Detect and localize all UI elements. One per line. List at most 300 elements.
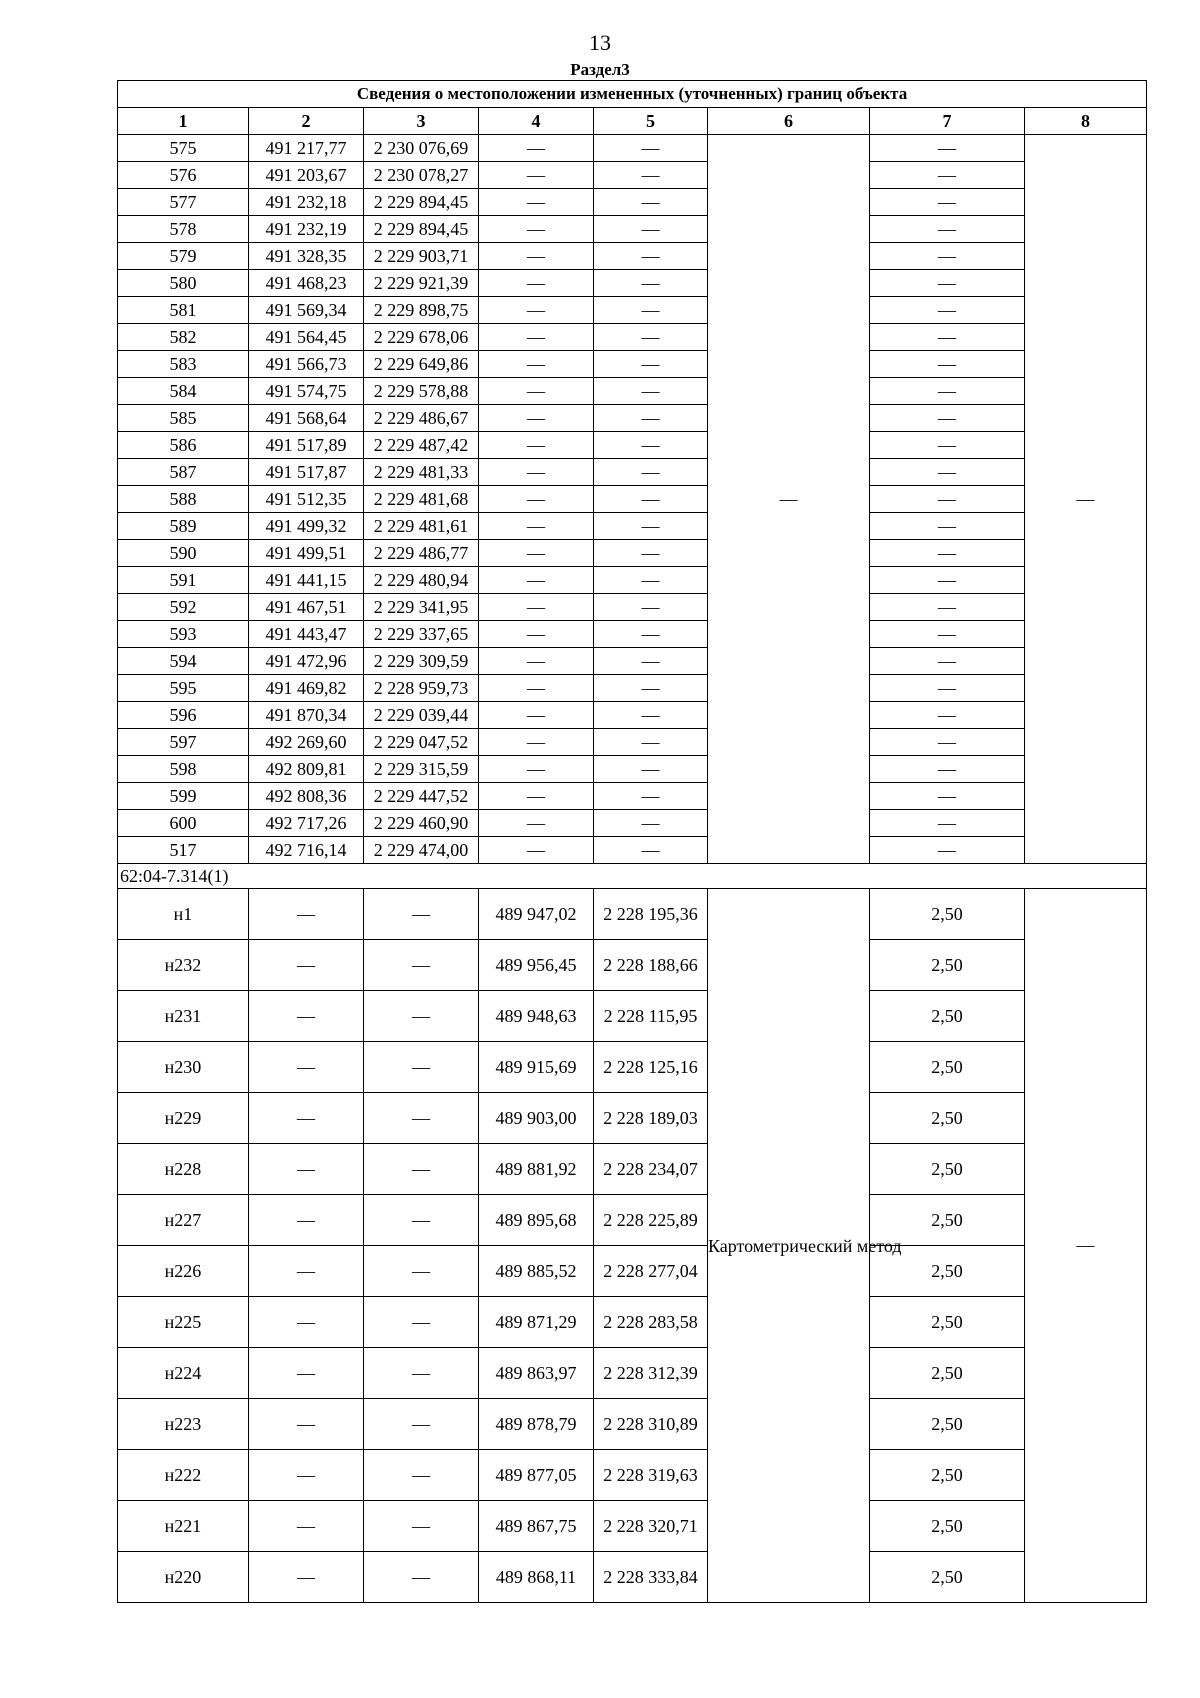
table-row: [118, 756, 1147, 783]
table-row: [118, 940, 1147, 991]
table-row: [118, 1195, 1147, 1246]
cell-point: 591: [118, 567, 249, 594]
cell-col4: —: [479, 810, 594, 837]
cell-accuracy: 2,50: [870, 1144, 1025, 1195]
table-row: [118, 594, 1147, 621]
cell-point: 575: [118, 135, 249, 162]
cell-col7: —: [870, 270, 1025, 297]
section-label: Раздел3: [570, 60, 630, 79]
cell-col3: —: [364, 991, 479, 1042]
cell-col3: —: [364, 1246, 479, 1297]
cell-col3: —: [364, 1501, 479, 1552]
cell-point: 581: [118, 297, 249, 324]
cell-point: н221: [118, 1501, 249, 1552]
cell-point: 592: [118, 594, 249, 621]
column-header: 6: [708, 108, 870, 135]
cell-col4: —: [479, 567, 594, 594]
cell-x: 491 203,67: [249, 162, 364, 189]
cell-col2: —: [249, 1297, 364, 1348]
cell-y: 2 229 486,67: [364, 405, 479, 432]
cell-col5: —: [594, 405, 708, 432]
cell-accuracy: 2,50: [870, 1093, 1025, 1144]
table-row: [118, 324, 1147, 351]
cell-col7: —: [870, 297, 1025, 324]
cell-col8-merged: —: [1025, 889, 1147, 1603]
cell-y: 2 229 649,86: [364, 351, 479, 378]
cell-x: 491 564,45: [249, 324, 364, 351]
table-row: [118, 162, 1147, 189]
cell-point: н1: [118, 889, 249, 940]
table-row: [118, 648, 1147, 675]
cell-point: 585: [118, 405, 249, 432]
cell-y: 2 228 225,89: [594, 1195, 708, 1246]
cell-point: н230: [118, 1042, 249, 1093]
cell-col4: —: [479, 513, 594, 540]
cell-point: 584: [118, 378, 249, 405]
table-row: [118, 1450, 1147, 1501]
cell-accuracy: 2,50: [870, 940, 1025, 991]
cell-col2: —: [249, 1093, 364, 1144]
cell-col5: —: [594, 270, 708, 297]
cell-point: 597: [118, 729, 249, 756]
cell-col7: —: [870, 756, 1025, 783]
cell-col5: —: [594, 162, 708, 189]
cell-y: 2 228 320,71: [594, 1501, 708, 1552]
cell-y: 2 229 480,94: [364, 567, 479, 594]
table-row: [118, 486, 1147, 513]
cell-x: 489 947,02: [479, 889, 594, 940]
cell-col5: —: [594, 594, 708, 621]
cell-col7: —: [870, 621, 1025, 648]
cell-col4: —: [479, 189, 594, 216]
cell-col2: —: [249, 940, 364, 991]
column-header: 8: [1025, 108, 1147, 135]
cell-col4: —: [479, 270, 594, 297]
cell-y: 2 229 337,65: [364, 621, 479, 648]
cell-point: 582: [118, 324, 249, 351]
cell-col4: —: [479, 594, 594, 621]
cell-col4: —: [479, 135, 594, 162]
cell-accuracy: 2,50: [870, 1348, 1025, 1399]
cell-col2: —: [249, 1144, 364, 1195]
cell-col7: —: [870, 378, 1025, 405]
cell-col7: —: [870, 135, 1025, 162]
cell-col5: —: [594, 783, 708, 810]
cell-x: 492 717,26: [249, 810, 364, 837]
cell-y: 2 228 115,95: [594, 991, 708, 1042]
cell-x: 491 469,82: [249, 675, 364, 702]
cell-x: 489 868,11: [479, 1552, 594, 1603]
cell-col3: —: [364, 889, 479, 940]
table-title: Сведения о местоположении измененных (уточненных) границ объекта: [118, 81, 1147, 108]
cell-y: 2 229 460,90: [364, 810, 479, 837]
cell-col4: —: [479, 405, 594, 432]
cell-col4: —: [479, 162, 594, 189]
cell-point: н226: [118, 1246, 249, 1297]
column-header: 5: [594, 108, 708, 135]
cell-x: 491 467,51: [249, 594, 364, 621]
cell-x: 491 443,47: [249, 621, 364, 648]
cell-col7: —: [870, 243, 1025, 270]
cell-point: н232: [118, 940, 249, 991]
cell-x: 491 441,15: [249, 567, 364, 594]
table-row: [118, 351, 1147, 378]
cell-col5: —: [594, 432, 708, 459]
cell-y: 2 229 039,44: [364, 702, 479, 729]
cell-point: н231: [118, 991, 249, 1042]
cell-y: 2 228 319,63: [594, 1450, 708, 1501]
cell-point: 583: [118, 351, 249, 378]
column-header: 2: [249, 108, 364, 135]
cell-point: н228: [118, 1144, 249, 1195]
cell-col7: —: [870, 648, 1025, 675]
cell-col6-merged: —: [708, 135, 870, 864]
cell-col7: —: [870, 540, 1025, 567]
cell-col4: —: [479, 486, 594, 513]
cell-x: 491 574,75: [249, 378, 364, 405]
table-row: [118, 991, 1147, 1042]
cell-y: 2 229 309,59: [364, 648, 479, 675]
cell-method-merged: Картометрический метод: [708, 889, 870, 1603]
cell-point: н224: [118, 1348, 249, 1399]
table-row: [118, 729, 1147, 756]
cell-col4: —: [479, 432, 594, 459]
cell-col7: —: [870, 405, 1025, 432]
cell-col3: —: [364, 1348, 479, 1399]
cell-accuracy: 2,50: [870, 1042, 1025, 1093]
table-row: [118, 270, 1147, 297]
cell-x: 489 878,79: [479, 1399, 594, 1450]
cell-col4: —: [479, 648, 594, 675]
cell-x: 491 512,35: [249, 486, 364, 513]
cell-point: 517: [118, 837, 249, 864]
cell-point: 599: [118, 783, 249, 810]
table-row: [118, 567, 1147, 594]
cell-accuracy: 2,50: [870, 1399, 1025, 1450]
cell-y: 2 228 189,03: [594, 1093, 708, 1144]
cell-col5: —: [594, 513, 708, 540]
cell-point: 594: [118, 648, 249, 675]
cell-point: 587: [118, 459, 249, 486]
cell-point: 589: [118, 513, 249, 540]
group2-rows: [118, 889, 1147, 1603]
cell-x: 491 568,64: [249, 405, 364, 432]
column-header: 4: [479, 108, 594, 135]
cell-point: н223: [118, 1399, 249, 1450]
table-row: [118, 1042, 1147, 1093]
cell-point: н222: [118, 1450, 249, 1501]
cell-col7: —: [870, 837, 1025, 864]
cell-col2: —: [249, 1450, 364, 1501]
cell-col2: —: [249, 1246, 364, 1297]
cell-col5: —: [594, 621, 708, 648]
cell-col4: —: [479, 756, 594, 783]
cell-col5: —: [594, 837, 708, 864]
group-label: 62:04-7.314(1): [118, 864, 1147, 889]
cell-x: 489 895,68: [479, 1195, 594, 1246]
cell-col7: —: [870, 216, 1025, 243]
cell-x: 491 569,34: [249, 297, 364, 324]
cell-y: 2 229 894,45: [364, 216, 479, 243]
table-row: [118, 189, 1147, 216]
cell-col7: —: [870, 189, 1025, 216]
cell-x: 491 499,32: [249, 513, 364, 540]
column-header: 1: [118, 108, 249, 135]
table-row: [118, 1297, 1147, 1348]
cell-col5: —: [594, 540, 708, 567]
cell-col3: —: [364, 1042, 479, 1093]
cell-col5: —: [594, 702, 708, 729]
table-row: [118, 378, 1147, 405]
cell-x: 492 716,14: [249, 837, 364, 864]
cell-y: 2 229 481,33: [364, 459, 479, 486]
cell-y: 2 228 277,04: [594, 1246, 708, 1297]
cell-col4: —: [479, 540, 594, 567]
cell-col5: —: [594, 486, 708, 513]
column-header: 7: [870, 108, 1025, 135]
cell-col3: —: [364, 1093, 479, 1144]
cell-x: 491 517,89: [249, 432, 364, 459]
cell-point: 576: [118, 162, 249, 189]
cell-x: 489 871,29: [479, 1297, 594, 1348]
cell-col5: —: [594, 729, 708, 756]
cell-x: 489 885,52: [479, 1246, 594, 1297]
cell-col3: —: [364, 1552, 479, 1603]
cell-x: 491 566,73: [249, 351, 364, 378]
cell-col7: —: [870, 486, 1025, 513]
table-row: [118, 459, 1147, 486]
cell-y: 2 229 921,39: [364, 270, 479, 297]
cell-y: 2 228 333,84: [594, 1552, 708, 1603]
cell-col5: —: [594, 189, 708, 216]
cell-accuracy: 2,50: [870, 991, 1025, 1042]
cell-col4: —: [479, 297, 594, 324]
cell-x: 491 499,51: [249, 540, 364, 567]
cell-accuracy: 2,50: [870, 889, 1025, 940]
cell-x: 489 915,69: [479, 1042, 594, 1093]
cell-point: н225: [118, 1297, 249, 1348]
table-row: [118, 243, 1147, 270]
cell-col4: —: [479, 675, 594, 702]
cell-y: 2 228 234,07: [594, 1144, 708, 1195]
cell-col7: —: [870, 162, 1025, 189]
table-row: [118, 216, 1147, 243]
cell-col4: —: [479, 351, 594, 378]
cell-col5: —: [594, 216, 708, 243]
cell-y: 2 229 481,68: [364, 486, 479, 513]
column-header: 3: [364, 108, 479, 135]
table-row: [118, 540, 1147, 567]
cell-x: 492 269,60: [249, 729, 364, 756]
cell-x: 489 948,63: [479, 991, 594, 1042]
cell-col2: —: [249, 1501, 364, 1552]
cell-y: 2 228 312,39: [594, 1348, 708, 1399]
cell-col5: —: [594, 378, 708, 405]
table-row: [118, 889, 1147, 940]
table-row: [118, 513, 1147, 540]
cell-col4: —: [479, 324, 594, 351]
cell-point: 586: [118, 432, 249, 459]
cell-point: 590: [118, 540, 249, 567]
page-number: 13: [589, 30, 611, 55]
cell-col7: —: [870, 810, 1025, 837]
cell-y: 2 230 076,69: [364, 135, 479, 162]
cell-y: 2 228 310,89: [594, 1399, 708, 1450]
table-row: [118, 675, 1147, 702]
boundary-table: [117, 80, 1147, 1603]
cell-col2: —: [249, 1195, 364, 1246]
cell-y: 2 229 481,61: [364, 513, 479, 540]
column-header-row: [118, 108, 1147, 135]
table-row: [118, 432, 1147, 459]
table-row: [118, 1399, 1147, 1450]
cell-x: 491 232,19: [249, 216, 364, 243]
cell-point: 577: [118, 189, 249, 216]
cell-col5: —: [594, 297, 708, 324]
cell-col5: —: [594, 567, 708, 594]
cell-point: 580: [118, 270, 249, 297]
cell-col2: —: [249, 1399, 364, 1450]
cell-col4: —: [479, 378, 594, 405]
cell-col2: —: [249, 1348, 364, 1399]
table-row: [118, 702, 1147, 729]
table-row: [118, 783, 1147, 810]
cell-y: 2 229 903,71: [364, 243, 479, 270]
cell-x: 492 808,36: [249, 783, 364, 810]
table-row: [118, 1144, 1147, 1195]
table-row: [118, 1348, 1147, 1399]
cell-y: 2 228 125,16: [594, 1042, 708, 1093]
cell-y: 2 228 188,66: [594, 940, 708, 991]
cell-point: н229: [118, 1093, 249, 1144]
cell-y: 2 229 341,95: [364, 594, 479, 621]
cell-col5: —: [594, 648, 708, 675]
cell-point: 579: [118, 243, 249, 270]
table-row: [118, 1246, 1147, 1297]
cell-point: 588: [118, 486, 249, 513]
table-row: [118, 810, 1147, 837]
cell-col3: —: [364, 940, 479, 991]
table-row: [118, 405, 1147, 432]
cell-col5: —: [594, 810, 708, 837]
cell-point: 595: [118, 675, 249, 702]
cell-col7: —: [870, 594, 1025, 621]
cell-col5: —: [594, 324, 708, 351]
cell-y: 2 229 447,52: [364, 783, 479, 810]
cell-x: 491 328,35: [249, 243, 364, 270]
cell-x: 491 468,23: [249, 270, 364, 297]
cell-col2: —: [249, 889, 364, 940]
cell-x: 491 232,18: [249, 189, 364, 216]
cell-accuracy: 2,50: [870, 1552, 1025, 1603]
cell-col5: —: [594, 756, 708, 783]
cell-y: 2 230 078,27: [364, 162, 479, 189]
cell-col7: —: [870, 324, 1025, 351]
cell-x: 491 217,77: [249, 135, 364, 162]
cell-col7: —: [870, 351, 1025, 378]
cell-col2: —: [249, 1552, 364, 1603]
cell-y: 2 229 578,88: [364, 378, 479, 405]
cell-y: 2 229 047,52: [364, 729, 479, 756]
table-row: [118, 1552, 1147, 1603]
cell-y: 2 228 283,58: [594, 1297, 708, 1348]
table-row: [118, 1501, 1147, 1552]
cell-x: 491 517,87: [249, 459, 364, 486]
cell-accuracy: 2,50: [870, 1297, 1025, 1348]
cell-col3: —: [364, 1144, 479, 1195]
cell-col3: —: [364, 1450, 479, 1501]
cell-col7: —: [870, 513, 1025, 540]
cell-accuracy: 2,50: [870, 1195, 1025, 1246]
cell-col7: —: [870, 459, 1025, 486]
table-row: [118, 135, 1147, 162]
cell-x: 489 881,92: [479, 1144, 594, 1195]
cell-accuracy: 2,50: [870, 1501, 1025, 1552]
cell-x: 489 903,00: [479, 1093, 594, 1144]
cell-col4: —: [479, 702, 594, 729]
cell-x: 491 870,34: [249, 702, 364, 729]
cell-point: 578: [118, 216, 249, 243]
cell-y: 2 229 486,77: [364, 540, 479, 567]
cell-col4: —: [479, 459, 594, 486]
cell-col2: —: [249, 991, 364, 1042]
table-row: [118, 297, 1147, 324]
cell-point: 600: [118, 810, 249, 837]
cell-col4: —: [479, 621, 594, 648]
cell-y: 2 229 474,00: [364, 837, 479, 864]
cell-y: 2 229 315,59: [364, 756, 479, 783]
cell-col4: —: [479, 243, 594, 270]
cell-accuracy: 2,50: [870, 1450, 1025, 1501]
cell-x: 491 472,96: [249, 648, 364, 675]
table-row: [118, 621, 1147, 648]
cell-point: 593: [118, 621, 249, 648]
cell-col5: —: [594, 351, 708, 378]
cell-col7: —: [870, 567, 1025, 594]
cell-point: н227: [118, 1195, 249, 1246]
cell-col7: —: [870, 432, 1025, 459]
cell-y: 2 229 678,06: [364, 324, 479, 351]
cell-col3: —: [364, 1195, 479, 1246]
cell-col5: —: [594, 675, 708, 702]
cell-col7: —: [870, 729, 1025, 756]
cell-col5: —: [594, 243, 708, 270]
cell-point: н220: [118, 1552, 249, 1603]
cell-col7: —: [870, 702, 1025, 729]
cell-col5: —: [594, 135, 708, 162]
cell-point: 598: [118, 756, 249, 783]
cell-x: 492 809,81: [249, 756, 364, 783]
cell-col8-merged: —: [1025, 135, 1147, 864]
cell-col7: —: [870, 783, 1025, 810]
cell-y: 2 228 195,36: [594, 889, 708, 940]
cell-col4: —: [479, 729, 594, 756]
cell-col4: —: [479, 783, 594, 810]
cell-col4: —: [479, 216, 594, 243]
cell-x: 489 863,97: [479, 1348, 594, 1399]
table-row: [118, 1093, 1147, 1144]
cell-col7: —: [870, 675, 1025, 702]
cell-x: 489 956,45: [479, 940, 594, 991]
cell-col5: —: [594, 459, 708, 486]
cell-col4: —: [479, 837, 594, 864]
cell-col2: —: [249, 1042, 364, 1093]
cell-col3: —: [364, 1297, 479, 1348]
group1-rows: [118, 135, 1147, 864]
cell-y: 2 228 959,73: [364, 675, 479, 702]
cell-x: 489 867,75: [479, 1501, 594, 1552]
cell-point: 596: [118, 702, 249, 729]
